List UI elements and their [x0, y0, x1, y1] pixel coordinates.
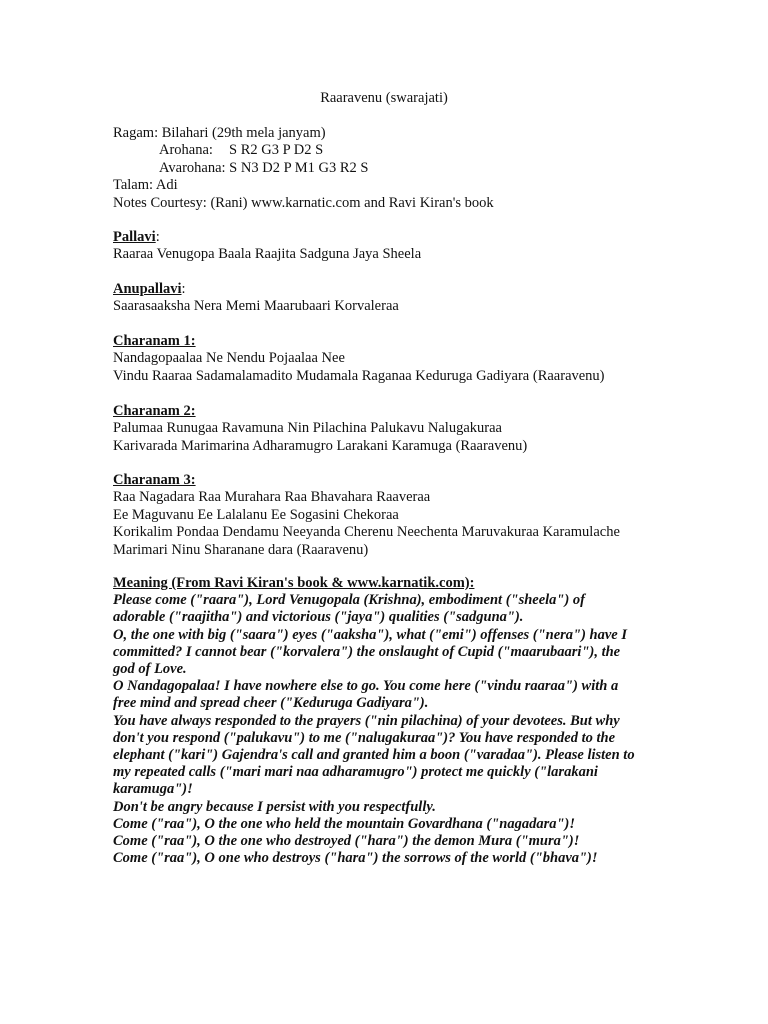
meaning-line: karamuga")!	[113, 781, 193, 798]
meaning-line: Please come ("raara"), Lord Venugopala (Krishna), embodiment ("sheela") of	[113, 592, 586, 609]
charanam2-line: Palumaa Runugaa Ravamuna Nin Pilachina Palukavu Nalugakuraa	[113, 420, 502, 437]
meaning-line: free mind and spread cheer ("Keduruga Gadiyara").	[113, 695, 429, 712]
charanam3-line: Korikalim Pondaa Dendamu Neeyanda Cherenu Neechenta Maruvakuraa Karamulache	[113, 524, 620, 541]
pallavi-heading: Pallavi	[113, 229, 156, 245]
arohana-value: S R2 G3 P D2 S	[229, 142, 324, 159]
charanam3-line: Marimari Ninu Sharanane dara (Raaravenu)	[113, 541, 369, 558]
charanam1-line: Vindu Raaraa Sadamalamadito Mudamala Raganaa Keduruga Gadiyara (Raaravenu)	[113, 367, 605, 384]
meaning-line: Come ("raa"), O one who destroys ("hara") the sorrows of the world ("bhava")!	[113, 850, 598, 867]
charanam2-section	[113, 403, 673, 455]
pallavi-line: Raaraa Venugopa Baala Raajita Sadguna Jaya Sheela	[113, 246, 422, 263]
document-title: Raaravenu (swarajati)	[320, 90, 448, 106]
charanam2-heading: Charanam 2:	[113, 403, 196, 419]
meaning-section	[113, 575, 673, 867]
meaning-line: adorable ("raajitha") and victorious ("jaya") qualities ("sadguna").	[113, 609, 524, 626]
talam-line: Talam: Adi	[113, 177, 178, 194]
anupallavi-line: Saarasaaksha Nera Memi Maarubaari Korvaleraa	[113, 298, 399, 315]
charanam1-heading: Charanam 1:	[113, 333, 196, 349]
meaning-line: god of Love.	[113, 661, 187, 678]
charanam1-section	[113, 333, 673, 385]
meaning-line: elephant ("kari") Gajendra's call and granted him a boon ("varadaa"). Please listen to	[113, 747, 635, 764]
ragam-line: Ragam: Bilahari (29th mela janyam)	[113, 125, 326, 141]
meaning-line: don't you respond ("palukavu") to me ("nalugakuraa")? You have responded to the	[113, 729, 616, 746]
arohana-label: Arohana:	[159, 142, 213, 159]
meaning-body	[113, 592, 673, 867]
meaning-line: committed? I cannot bear ("korvalera") the onslaught of Cupid ("maarubaari"), the	[113, 643, 621, 660]
meaning-line: Come ("raa"), O the one who held the mountain Govardhana ("nagadara")!	[113, 815, 576, 832]
anupallavi-heading-colon: :	[181, 281, 186, 297]
meaning-line: my repeated calls ("mari mari naa adharamugro") protect me quickly ("larakani	[113, 764, 598, 781]
charanam3-line: Raa Nagadara Raa Murahara Raa Bhavahara Raaveraa	[113, 489, 431, 506]
pallavi-heading-line	[113, 229, 673, 246]
meaning-line: O Nandagopalaa! I have nowhere else to go. You come here ("vindu raaraa") with a	[113, 678, 619, 695]
notes-line: Notes Courtesy: (Rani) www.karnatic.com and Ravi Kiran's book	[113, 194, 494, 211]
anupallavi-heading: Anupallavi	[113, 281, 182, 297]
meaning-line: You have always responded to the prayers ("nin pilachina) of your devotees. But why	[113, 712, 620, 729]
charanam1-line: Nandagopaalaa Ne Nendu Pojaalaa Nee	[113, 350, 345, 367]
anupallavi-heading-line	[113, 281, 673, 298]
pallavi-section	[113, 229, 673, 264]
charanam3-line: Ee Maguvanu Ee Lalalanu Ee Sogasini Chekoraa	[113, 506, 399, 523]
meaning-line: O, the one with big ("saara") eyes ("aaksha"), what ("emi") offenses ("nera") have I	[113, 626, 628, 643]
charanam3-heading: Charanam 3:	[113, 472, 196, 488]
charanam2-line: Karivarada Marimarina Adharamugro Larakani Karamuga (Raaravenu)	[113, 437, 528, 454]
meaning-line: Come ("raa"), O the one who destroyed ("hara") the demon Mura ("mura")!	[113, 833, 580, 850]
avarohana-line: Avarohana: S N3 D2 P M1 G3 R2 S	[159, 159, 369, 176]
arohana-line	[113, 142, 673, 159]
pallavi-heading-colon: :	[155, 229, 160, 245]
meaning-heading: Meaning (From Ravi Kiran's book & www.karnatik.com):	[113, 575, 475, 591]
raga-info	[113, 125, 673, 212]
charanam3-section	[113, 472, 673, 559]
anupallavi-section	[113, 281, 673, 316]
meaning-line: Don't be angry because I persist with you respectfully.	[113, 798, 436, 815]
